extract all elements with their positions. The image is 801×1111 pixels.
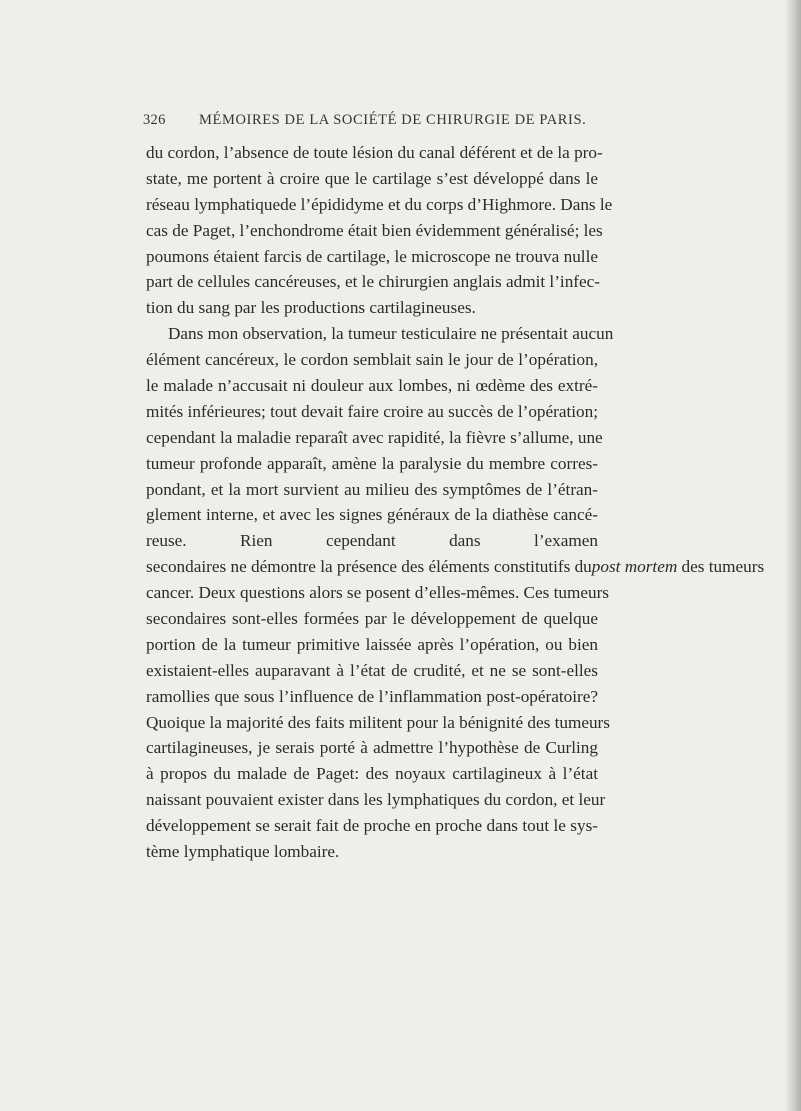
text-line: le malade n’accusait ni douleur aux lombes, ni œdème des extré- [146, 376, 598, 396]
body-text [146, 140, 765, 865]
text-line: cartilagineuses, je serais porté à admettre l’hypothèse de Curling [146, 738, 598, 758]
running-head: MÉMOIRES DE LA SOCIÉTÉ DE CHIRURGIE DE PARIS. [199, 112, 587, 128]
text-line: existaient-elles auparavant à l’état de crudité, et ne se sont-elles [146, 660, 598, 680]
text-line: tion du sang par les productions cartilagineuses. [146, 298, 476, 318]
text-line: cas de Paget, l’enchondrome était bien évidemment généralisé; les [146, 220, 603, 240]
text-segment: secondaires ne démontre la présence des éléments constitutifs du [146, 557, 592, 577]
text-line: Quoique la majorité des faits militent pour la bénignité des tumeurs [146, 712, 610, 732]
text-line: mités inférieures; tout devait faire croire au succès de l’opération; [146, 401, 598, 421]
text-line: tème lymphatique lombaire. [146, 842, 340, 862]
text-line-mixed [146, 554, 765, 580]
text-line: glement interne, et avec les signes généraux de la diathèse cancé- [146, 505, 598, 525]
page-header [143, 112, 598, 132]
text-line: part de cellules cancéreuses, et le chirurgien anglais admit l’infec- [146, 272, 600, 292]
text-line: du cordon, l’absence de toute lésion du canal déférent et de la pro- [146, 143, 603, 162]
text-line: portion de la tumeur primitive laissée après l’opération, ou bien [146, 634, 598, 654]
text-line: à propos du malade de Paget: des noyaux cartilagineux à l’état [146, 764, 598, 784]
text-line: cancer. Deux questions alors se posent d’elles-mêmes. Ces tumeurs [146, 583, 609, 603]
text-line: state, me portent à croire que le cartilage s’est développé dans le [146, 168, 598, 188]
text-line: secondaires sont-elles formées par le développement de quelque [146, 609, 598, 629]
text-line: naissant pouvaient exister dans les lymphatiques du cordon, et leur [146, 790, 606, 810]
italic-phrase: post mortem [591, 557, 678, 577]
text-line: tumeur profonde apparaît, amène la paralysie du membre corres- [146, 453, 598, 473]
text-line: élément cancéreux, le cordon semblait sain le jour de l’opération, [146, 350, 598, 370]
text-segment: des tumeurs [677, 557, 765, 577]
text-line: réseau lymphatiquede l’épididyme et du corps d’Highmore. Dans le [146, 194, 613, 214]
text-line: poumons étaient farcis de cartilage, le microscope ne trouva nulle [146, 246, 598, 266]
text-line: ramollies que sous l’influence de l’inflammation post-opératoire? [146, 686, 598, 706]
paragraph-1 [146, 140, 613, 321]
text-line: développement se serait fait de proche en proche dans tout le sys- [146, 816, 598, 836]
text-line: Dans mon observation, la tumeur testiculaire ne présentait aucun [168, 324, 614, 344]
paragraph-2 [146, 321, 765, 865]
text-line: reuse. Rien cependant dans l’examen [146, 531, 598, 551]
text-line: pondant, et la mort survient au milieu des symptômes de l’étran- [146, 479, 598, 499]
page-number: 326 [143, 112, 166, 128]
text-line: cependant la maladie reparaît avec rapidité, la fièvre s’allume, une [146, 427, 603, 447]
page-edge-shadow [785, 0, 801, 1111]
